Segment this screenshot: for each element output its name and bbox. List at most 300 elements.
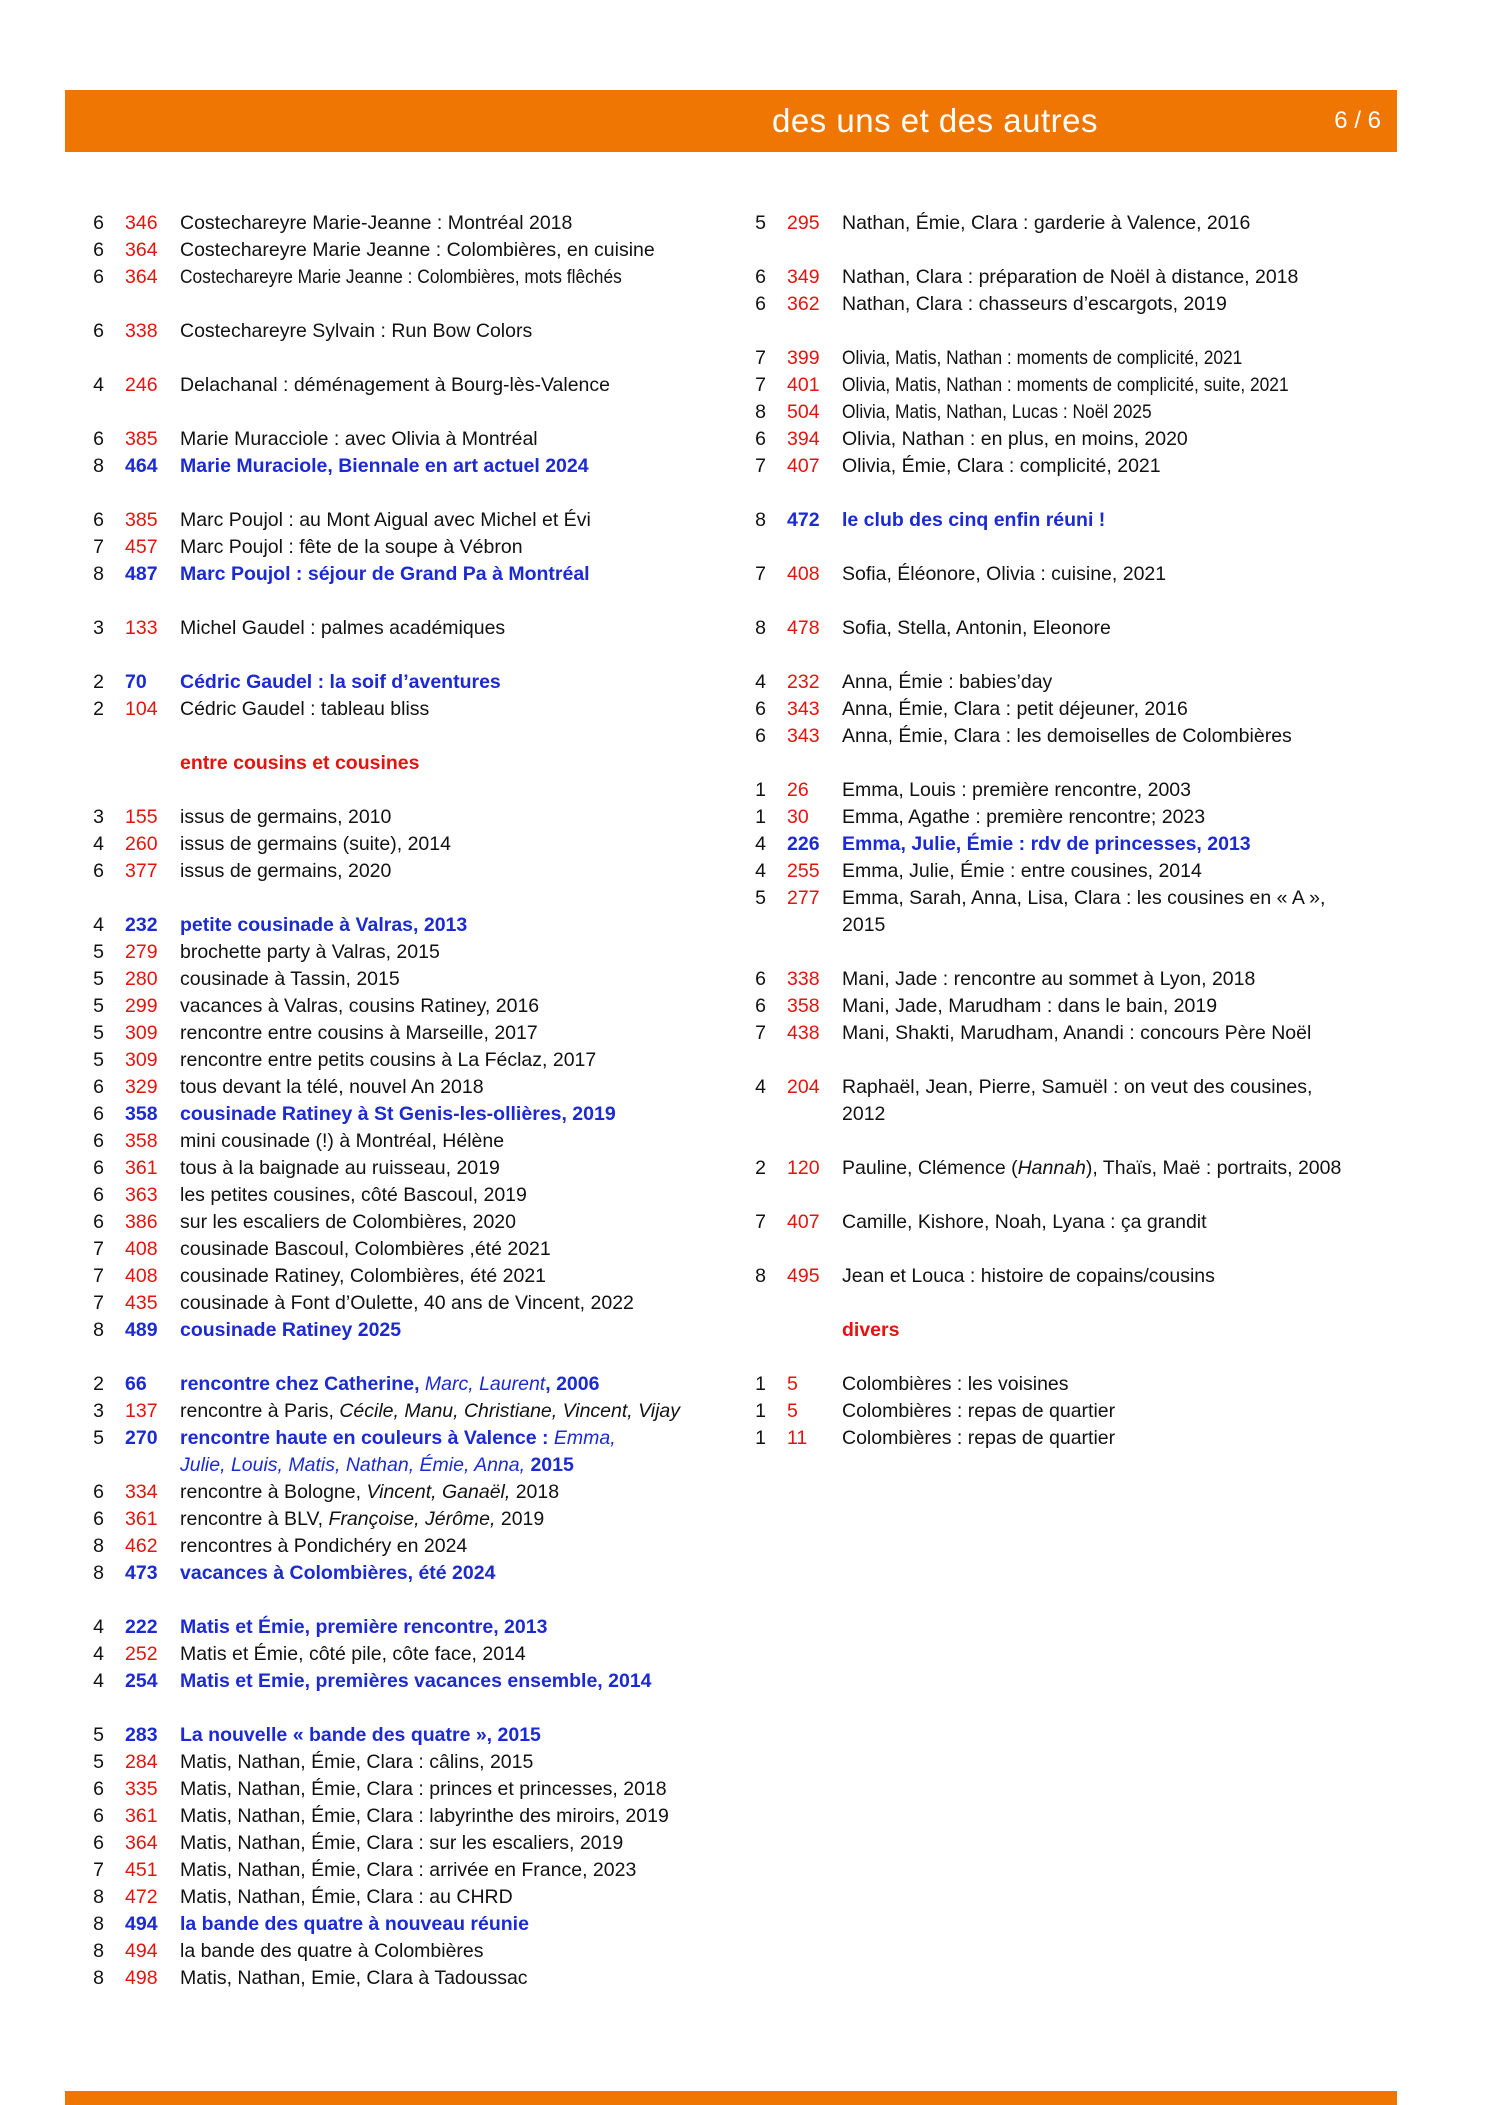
blank-line	[727, 1290, 1485, 1317]
page-number: 472	[125, 1886, 158, 1908]
entry-title	[180, 1236, 551, 1263]
entry-text-segment: Emma, Agathe : première rencontre; 2023	[842, 806, 1206, 828]
entry-text-segment: issus de germains, 2010	[180, 806, 392, 828]
entry-text-segment: rencontres à Pondichéry en 2024	[180, 1535, 468, 1557]
blank-line	[727, 237, 1485, 264]
entry-title	[180, 1263, 546, 1290]
index-entry	[727, 426, 1485, 453]
page-number: 407	[787, 455, 820, 477]
page-number: 364	[125, 266, 158, 288]
heading-text	[180, 750, 420, 777]
entry-title	[842, 993, 1217, 1020]
volume-number: 2	[755, 1157, 766, 1179]
volume-number: 7	[755, 455, 766, 477]
section-heading	[65, 750, 725, 777]
page-number: 435	[125, 1292, 158, 1314]
page-number: 358	[125, 1130, 158, 1152]
entry-text-segment: Michel Gaudel : palmes académiques	[180, 617, 506, 639]
entry-title	[180, 1479, 559, 1506]
index-entry	[727, 804, 1485, 831]
index-entry	[65, 1263, 725, 1290]
entry-title	[180, 831, 451, 858]
blank-line	[65, 642, 725, 669]
entry-title	[180, 1209, 516, 1236]
entry-text-segment: Julie, Louis, Matis, Nathan, Émie, Anna,	[180, 1454, 531, 1476]
entry-text-segment: Matis, Nathan, Émie, Clara : câlins, 2015	[180, 1751, 534, 1773]
heading-text	[842, 1317, 899, 1344]
blank-line	[727, 1344, 1485, 1371]
section-heading	[727, 1317, 1485, 1344]
entry-text-segment: Olivia, Émie, Clara : complicité, 2021	[842, 455, 1161, 477]
entry-text-segment: Pauline, Clémence (	[842, 1157, 1018, 1179]
volume-number: 6	[93, 1805, 104, 1827]
volume-number: 4	[93, 1670, 104, 1692]
blank-line	[727, 642, 1485, 669]
index-entry	[65, 1371, 725, 1398]
entry-title	[180, 1749, 533, 1776]
index-entry	[65, 1101, 725, 1128]
volume-number: 8	[755, 401, 766, 423]
entry-text-segment: 2015	[842, 914, 886, 936]
page-number: 232	[787, 671, 820, 693]
page-number: 260	[125, 833, 158, 855]
volume-number: 7	[755, 563, 766, 585]
entry-text-segment: sur les escaliers de Colombières, 2020	[180, 1211, 516, 1233]
index-entry	[65, 507, 725, 534]
page-number: 252	[125, 1643, 158, 1665]
index-entry	[727, 723, 1485, 750]
page-number: 338	[125, 320, 158, 342]
page-number: 335	[125, 1778, 158, 1800]
entry-title	[180, 1290, 634, 1317]
blank-line	[727, 750, 1485, 777]
entry-text-segment: cousinade à Tassin, 2015	[180, 968, 400, 990]
entry-text-segment: rencontre haute en couleurs à Valence :	[180, 1427, 554, 1449]
entry-title	[842, 345, 1242, 372]
index-column-right	[727, 210, 1485, 1452]
volume-number: 6	[93, 1778, 104, 1800]
volume-number: 8	[93, 1535, 104, 1557]
volume-number: 1	[755, 779, 766, 801]
volume-number: 5	[755, 212, 766, 234]
index-entry	[727, 1425, 1485, 1452]
volume-number: 5	[93, 1049, 104, 1071]
page-number: 70	[125, 671, 147, 693]
index-entry	[727, 1371, 1485, 1398]
entry-title	[180, 669, 501, 696]
blank-line	[727, 534, 1485, 561]
index-entry	[727, 1155, 1485, 1182]
volume-number: 6	[755, 698, 766, 720]
index-entry	[65, 939, 725, 966]
blank-line	[65, 291, 725, 318]
page-number: 407	[787, 1211, 820, 1233]
entry-text-segment: Marc, Laurent	[424, 1373, 546, 1395]
entry-title	[842, 669, 1052, 696]
page-number: 399	[787, 347, 820, 369]
entry-text-segment: Marie Muracciole : avec Olivia à Montréal	[180, 428, 538, 450]
entry-title	[842, 1209, 1207, 1236]
entry-title	[180, 210, 572, 237]
page-number: 254	[125, 1670, 158, 1692]
entry-title	[180, 939, 440, 966]
page-number: 309	[125, 1049, 158, 1071]
entry-text-segment: Anna, Émie, Clara : les demoiselles de Colombières	[842, 725, 1292, 747]
entry-text-segment: ,	[545, 1373, 557, 1395]
entry-title	[180, 1317, 401, 1344]
entry-text-segment: brochette party à Valras, 2015	[180, 941, 440, 963]
page-number: 299	[125, 995, 158, 1017]
index-entry	[727, 1074, 1485, 1101]
entry-text-segment: cousinade Ratiney, Colombières, été 2021	[180, 1265, 547, 1287]
index-entry	[65, 1290, 725, 1317]
page-number: 329	[125, 1076, 158, 1098]
index-entry	[65, 1722, 725, 1749]
index-entry	[65, 1020, 725, 1047]
page-number: 489	[125, 1319, 158, 1341]
page-number: 5	[787, 1400, 798, 1422]
index-entry	[65, 696, 725, 723]
volume-number: 6	[93, 428, 104, 450]
entry-text-segment: Matis et Emie, premières vacances ensemble, 2014	[180, 1670, 652, 1692]
entry-title	[842, 831, 1251, 858]
page-number: 346	[125, 212, 158, 234]
entry-text-segment: Sofia, Éléonore, Olivia : cuisine, 2021	[842, 563, 1167, 585]
index-entry	[727, 966, 1485, 993]
page-number: 362	[787, 293, 820, 315]
entry-title	[842, 291, 1227, 318]
page-number: 155	[125, 806, 158, 828]
index-entry	[727, 777, 1485, 804]
entry-text-segment: Colombières : repas de quartier	[842, 1400, 1116, 1422]
index-entry	[65, 1479, 725, 1506]
volume-number: 4	[93, 1616, 104, 1638]
entry-title	[842, 966, 1255, 993]
entry-text-segment: rencontre entre cousins à Marseille, 2017	[180, 1022, 538, 1044]
page-number: 408	[125, 1238, 158, 1260]
entry-title	[180, 615, 505, 642]
index-entry	[65, 615, 725, 642]
entry-title	[180, 1182, 527, 1209]
page-number: 283	[125, 1724, 158, 1746]
index-entry	[65, 1938, 725, 1965]
volume-number: 5	[93, 1022, 104, 1044]
page-number: 364	[125, 239, 158, 261]
index-entry	[65, 966, 725, 993]
entry-text-segment: petite cousinade à Valras, 2013	[180, 914, 468, 936]
entry-text-segment: cousinade à Font d’Oulette, 40 ans de Vincent, 2022	[180, 1292, 634, 1314]
volume-number: 5	[93, 968, 104, 990]
entry-title	[842, 858, 1202, 885]
entry-title	[180, 1533, 467, 1560]
blank-line	[65, 480, 725, 507]
page-number: 472	[787, 509, 820, 531]
entry-text-segment: Jean et Louca : histoire de copains/cousins	[842, 1265, 1215, 1287]
volume-number: 6	[93, 266, 104, 288]
entry-title	[180, 372, 610, 399]
entry-title	[180, 1128, 504, 1155]
entry-title	[180, 1911, 529, 1938]
entry-text-segment: 2006	[556, 1373, 600, 1395]
index-entry	[65, 1506, 725, 1533]
entry-text-segment: Olivia, Nathan : en plus, en moins, 2020	[842, 428, 1188, 450]
volume-number: 5	[93, 1427, 104, 1449]
index-entry	[65, 669, 725, 696]
index-entry	[65, 1776, 725, 1803]
index-entry	[65, 1749, 725, 1776]
page-number: 358	[787, 995, 820, 1017]
entry-continuation-line	[727, 912, 1485, 939]
entry-text-segment: Mani, Shakti, Marudham, Anandi : concours Père Noël	[842, 1022, 1312, 1044]
volume-number: 4	[93, 374, 104, 396]
volume-number: 6	[93, 1184, 104, 1206]
entry-text-segment: entre cousins et cousines	[180, 752, 420, 774]
index-entry	[65, 1668, 725, 1695]
blank-line	[65, 723, 725, 750]
entry-title	[180, 1884, 513, 1911]
page-number: 377	[125, 860, 158, 882]
volume-number: 6	[755, 725, 766, 747]
entry-text-segment: cousinade Bascoul, Colombières ,été 2021	[180, 1238, 551, 1260]
index-entry	[65, 1560, 725, 1587]
volume-number: 6	[93, 239, 104, 261]
entry-title	[842, 1371, 1069, 1398]
page-number: 137	[125, 1400, 158, 1422]
volume-number: 7	[755, 347, 766, 369]
index-entry	[65, 1641, 725, 1668]
entry-text-segment: Matis, Nathan, Émie, Clara : sur les escaliers, 2019	[180, 1832, 624, 1854]
entry-text-segment: Delachanal : déménagement à Bourg-lès-Valence	[180, 374, 610, 396]
entry-title	[180, 1830, 623, 1857]
index-entry	[727, 345, 1485, 372]
volume-number: 7	[755, 374, 766, 396]
index-entry	[65, 804, 725, 831]
page-number: 133	[125, 617, 158, 639]
index-entry	[727, 210, 1485, 237]
index-entry	[65, 318, 725, 345]
entry-title	[180, 1722, 541, 1749]
volume-number: 8	[755, 1265, 766, 1287]
entry-text-segment: Costechareyre Marie-Jeanne : Montréal 2018	[180, 212, 573, 234]
page-number: 246	[125, 374, 158, 396]
entry-text-segment: Matis, Nathan, Émie, Clara : au CHRD	[180, 1886, 513, 1908]
entry-text-segment: 2019	[495, 1508, 545, 1530]
entry-text-segment: cousinade Ratiney 2025	[180, 1319, 402, 1341]
entry-text-segment: issus de germains (suite), 2014	[180, 833, 451, 855]
volume-number: 8	[755, 509, 766, 531]
page-number: 270	[125, 1427, 158, 1449]
entry-text-segment: tous à la baignade au ruisseau, 2019	[180, 1157, 500, 1179]
index-entry	[727, 858, 1485, 885]
header-bar	[65, 90, 1397, 152]
volume-number: 7	[93, 1859, 104, 1881]
blank-line	[727, 1047, 1485, 1074]
page-number: 334	[125, 1481, 158, 1503]
index-entry	[65, 210, 725, 237]
page-number: 284	[125, 1751, 158, 1773]
page-number: 349	[787, 266, 820, 288]
index-entry	[65, 1074, 725, 1101]
page-number: 361	[125, 1805, 158, 1827]
volume-number: 8	[93, 455, 104, 477]
entry-text-segment: tous devant la télé, nouvel An 2018	[180, 1076, 484, 1098]
entry-text-segment: la bande des quatre à nouveau réunie	[180, 1913, 529, 1935]
entry-text-segment: Olivia, Matis, Nathan, Lucas : Noël 2025	[842, 401, 1152, 423]
volume-number: 1	[755, 806, 766, 828]
entry-title	[180, 1371, 599, 1398]
page-number: 495	[787, 1265, 820, 1287]
volume-number: 4	[755, 1076, 766, 1098]
entry-text-segment: Mani, Jade, Marudham : dans le bain, 2019	[842, 995, 1218, 1017]
page-number: 11	[787, 1427, 808, 1449]
entry-title	[842, 1155, 1341, 1182]
index-entry	[65, 1803, 725, 1830]
entry-title	[180, 1047, 596, 1074]
entry-title	[180, 1803, 669, 1830]
volume-number: 2	[93, 671, 104, 693]
index-entry	[65, 1965, 725, 1992]
volume-number: 7	[93, 1265, 104, 1287]
entry-text-segment: 2012	[842, 1103, 886, 1125]
index-entry	[65, 1209, 725, 1236]
index-entry	[65, 1857, 725, 1884]
index-entry	[65, 912, 725, 939]
entry-text-segment: les petites cousines, côté Bascoul, 2019	[180, 1184, 527, 1206]
entry-title	[180, 1560, 495, 1587]
index-entry	[65, 1128, 725, 1155]
index-entry	[727, 1398, 1485, 1425]
volume-number: 6	[93, 509, 104, 531]
page-number: 204	[787, 1076, 820, 1098]
entry-text-segment: Vincent, Ganaël,	[366, 1481, 511, 1503]
volume-number: 6	[93, 320, 104, 342]
entry-text-segment: mini cousinade (!) à Montréal, Hélène	[180, 1130, 505, 1152]
page-number: 338	[787, 968, 820, 990]
blank-line	[727, 318, 1485, 345]
volume-number: 8	[93, 1913, 104, 1935]
blank-line	[727, 939, 1485, 966]
entry-title	[842, 696, 1188, 723]
index-entry	[65, 1911, 725, 1938]
entry-text-segment: 2018	[510, 1481, 560, 1503]
page-number: 277	[787, 887, 820, 909]
index-entry	[65, 1533, 725, 1560]
entry-text-segment: Matis, Nathan, Émie, Clara : labyrinthe des miroirs, 2019	[180, 1805, 669, 1827]
index-entry	[727, 507, 1485, 534]
index-entry	[65, 1884, 725, 1911]
page-number: 295	[787, 212, 820, 234]
page-number: 363	[125, 1184, 158, 1206]
volume-number: 6	[755, 428, 766, 450]
volume-number: 6	[93, 1211, 104, 1233]
entry-title	[180, 426, 538, 453]
entry-title	[842, 885, 1325, 912]
entry-title	[180, 1857, 636, 1884]
volume-number: 6	[755, 995, 766, 1017]
page-number: 232	[125, 914, 158, 936]
blank-line	[65, 885, 725, 912]
index-entry	[727, 669, 1485, 696]
index-column-left	[65, 210, 725, 1992]
entry-title	[180, 804, 391, 831]
page-number: 401	[787, 374, 820, 396]
entry-text-segment: Marc Poujol : fête de la soupe à Vébron	[180, 536, 523, 558]
page-number: 26	[787, 779, 809, 801]
entry-title	[180, 534, 523, 561]
entry-title	[180, 237, 655, 264]
blank-line	[65, 1344, 725, 1371]
entry-text-segment: le club des cinq enfin réuni !	[842, 509, 1106, 531]
entry-title	[180, 318, 532, 345]
volume-number: 7	[755, 1022, 766, 1044]
entry-title	[180, 1101, 616, 1128]
volume-number: 6	[93, 860, 104, 882]
volume-number: 5	[93, 1724, 104, 1746]
blank-line	[727, 1182, 1485, 1209]
volume-number: 6	[93, 212, 104, 234]
entry-text-segment: Costechareyre Marie Jeanne : Colombières, mots flêchés	[180, 266, 622, 288]
page-number-indicator: 6 / 6	[1334, 107, 1381, 134]
volume-number: 4	[755, 860, 766, 882]
entry-text-segment: Cédric Gaudel : la soif d’aventures	[180, 671, 501, 693]
index-entry	[65, 1830, 725, 1857]
volume-number: 7	[93, 1238, 104, 1260]
continuation-text	[180, 1452, 574, 1479]
volume-number: 3	[93, 806, 104, 828]
entry-text-segment: Colombières : les voisines	[842, 1373, 1069, 1395]
entry-title	[180, 1614, 547, 1641]
index-entry	[727, 615, 1485, 642]
volume-number: 6	[93, 1103, 104, 1125]
page-number: 361	[125, 1157, 158, 1179]
index-entry	[65, 237, 725, 264]
page-number: 487	[125, 563, 158, 585]
entry-title	[842, 264, 1298, 291]
entry-title	[180, 1965, 528, 1992]
entry-text-segment: ), Thaïs, Maë : portraits, 2008	[1085, 1157, 1342, 1179]
page-number: 222	[125, 1616, 158, 1638]
entry-text-segment: la bande des quatre à Colombières	[180, 1940, 484, 1962]
entry-text-segment: Matis, Nathan, Émie, Clara : arrivée en France, 2023	[180, 1859, 637, 1881]
entry-title	[842, 804, 1205, 831]
entry-text-segment: Emma, Sarah, Anna, Lisa, Clara : les cousines en « A »,	[842, 887, 1326, 909]
volume-number: 7	[93, 1292, 104, 1314]
index-entry	[727, 372, 1485, 399]
entry-text-segment: vacances à Valras, cousins Ratiney, 2016	[180, 995, 540, 1017]
index-entry	[65, 1317, 725, 1344]
entry-title	[180, 1776, 667, 1803]
page-number: 30	[787, 806, 809, 828]
page-number: 504	[787, 401, 820, 423]
page-number: 280	[125, 968, 158, 990]
entry-text-segment: rencontre à Bologne,	[180, 1481, 367, 1503]
index-entry	[727, 291, 1485, 318]
volume-number: 5	[93, 995, 104, 1017]
volume-number: 1	[755, 1400, 766, 1422]
entry-title	[180, 1938, 484, 1965]
blank-line	[65, 1695, 725, 1722]
page-number: 462	[125, 1535, 158, 1557]
entry-title	[180, 264, 622, 291]
entry-text-segment: Nathan, Clara : préparation de Noël à distance, 2018	[842, 266, 1299, 288]
volume-number: 5	[755, 887, 766, 909]
blank-line	[65, 588, 725, 615]
entry-text-segment: cousinade Ratiney à St Genis-les-ollières, 2019	[180, 1103, 616, 1125]
entry-title	[842, 777, 1191, 804]
entry-text-segment: Matis, Nathan, Émie, Clara : princes et princesses, 2018	[180, 1778, 667, 1800]
volume-number: 4	[93, 914, 104, 936]
entry-text-segment: Françoise, Jérôme,	[328, 1508, 496, 1530]
